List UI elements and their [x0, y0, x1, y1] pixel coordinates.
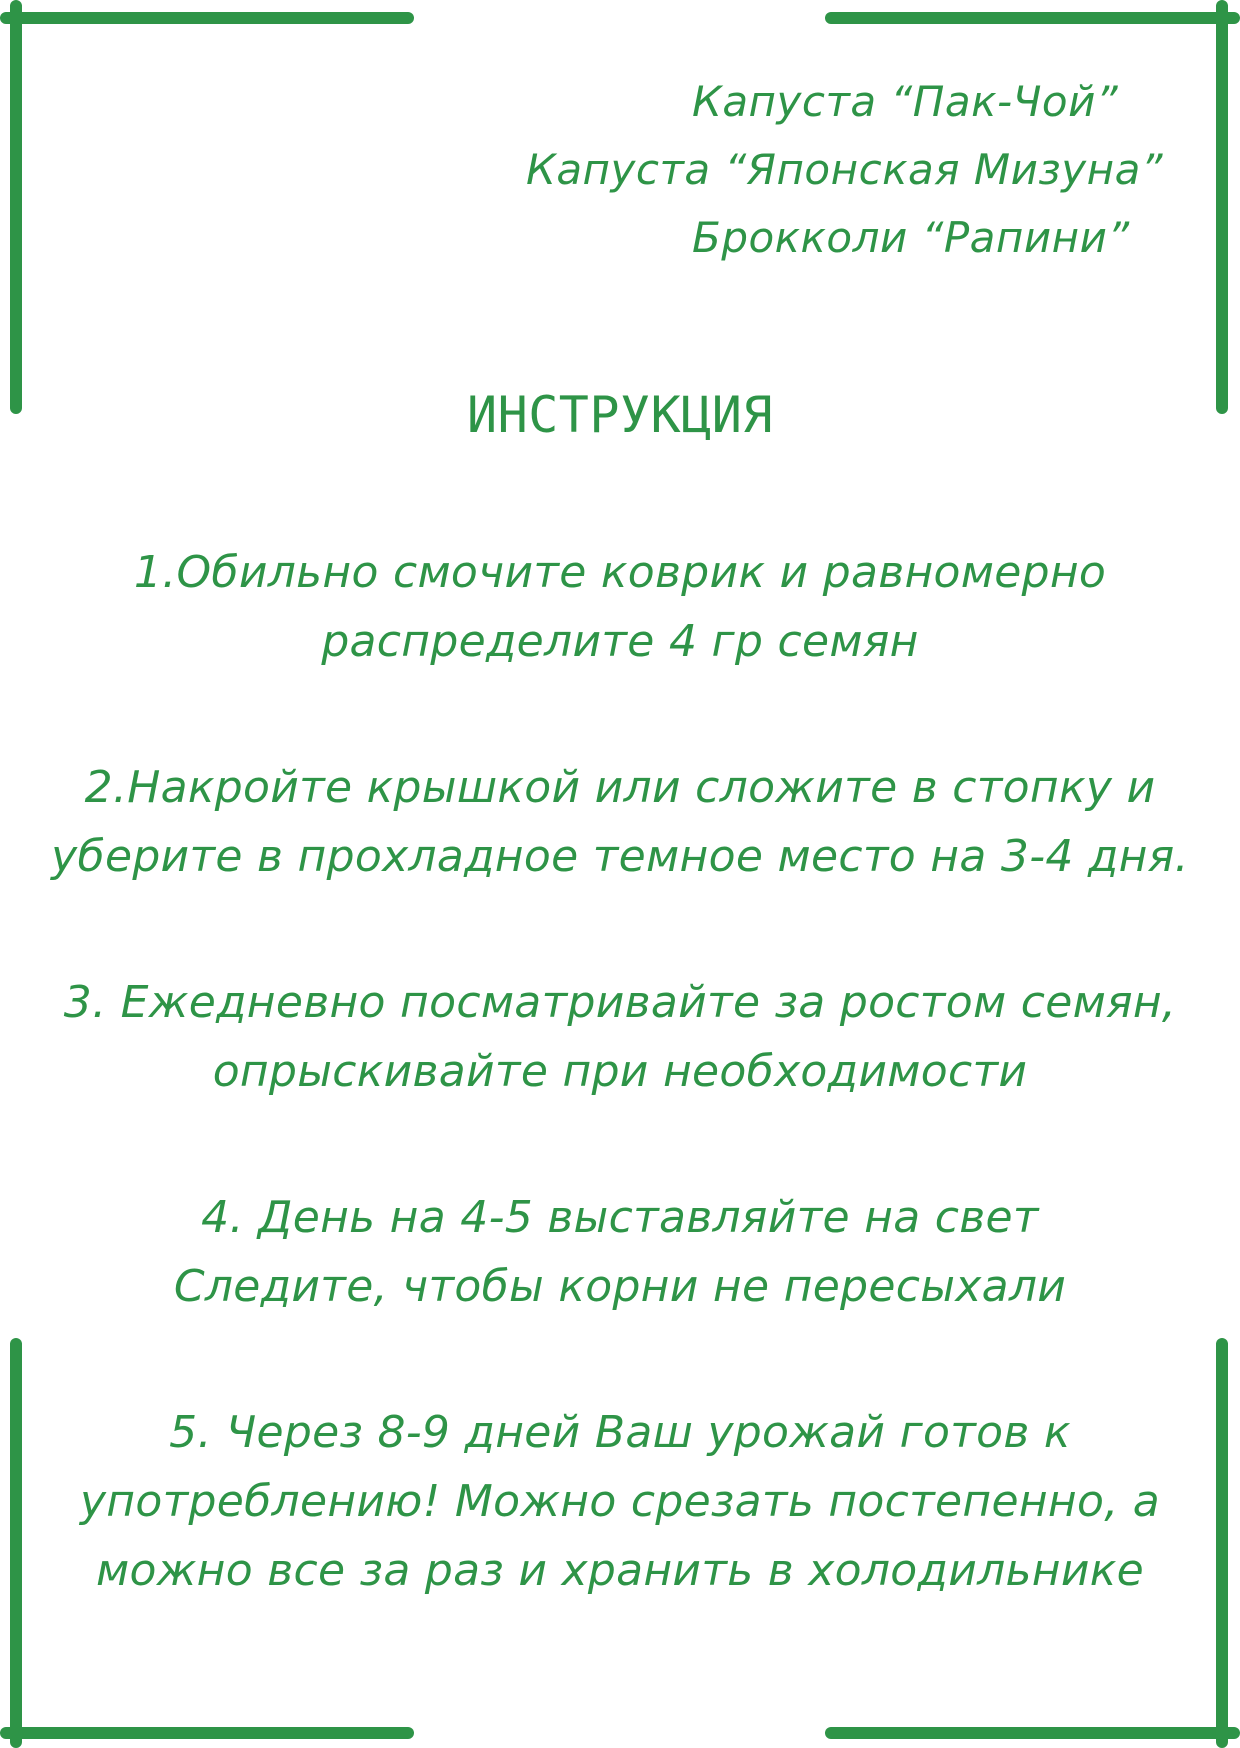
variety-rapini: Брокколи “Рапини” — [692, 213, 1130, 262]
variety-pak-choi: Капуста “Пак-Чой” — [692, 77, 1119, 126]
frame-bottom-left-horizontal — [0, 1727, 414, 1739]
instruction-step-3 — [20, 968, 1220, 1106]
variety-mizuna: Капуста “Японская Мизуна” — [526, 145, 1164, 194]
step-line: 1.Обильно смочите коврик и равномерно — [133, 547, 1107, 598]
page-title: ИНСТРУКЦИЯ — [466, 386, 774, 444]
step-line: можно все за раз и хранить в холодильнике — [96, 1545, 1144, 1596]
instruction-step-1 — [20, 538, 1220, 676]
step-line: употреблению! Можно срезать постепенно, а — [79, 1476, 1161, 1527]
step-line: 5. Через 8-9 дней Ваш урожай готов к — [169, 1407, 1071, 1458]
frame-top-right-horizontal — [825, 12, 1240, 24]
step-line: Следите, чтобы корни не пересыхали — [173, 1261, 1067, 1312]
variety-list — [0, 66, 1240, 276]
step-line: распределите 4 гр семян — [321, 616, 919, 667]
instruction-step-5 — [20, 1398, 1220, 1605]
step-line: 3. Ежедневно посматривайте за ростом семян, — [63, 977, 1177, 1028]
frame-top-left-horizontal — [0, 12, 414, 24]
step-line: опрыскивайте при необходимости — [212, 1046, 1028, 1097]
step-line: 2.Накройте крышкой или сложите в стопку и — [84, 762, 1156, 813]
frame-bottom-right-horizontal — [825, 1727, 1240, 1739]
step-line: 4. День на 4-5 выставляйте на свет — [201, 1192, 1039, 1243]
instruction-step-4 — [20, 1183, 1220, 1321]
step-line: уберите в прохладное темное место на 3-4 дня. — [51, 831, 1189, 882]
instruction-step-2 — [20, 753, 1220, 891]
